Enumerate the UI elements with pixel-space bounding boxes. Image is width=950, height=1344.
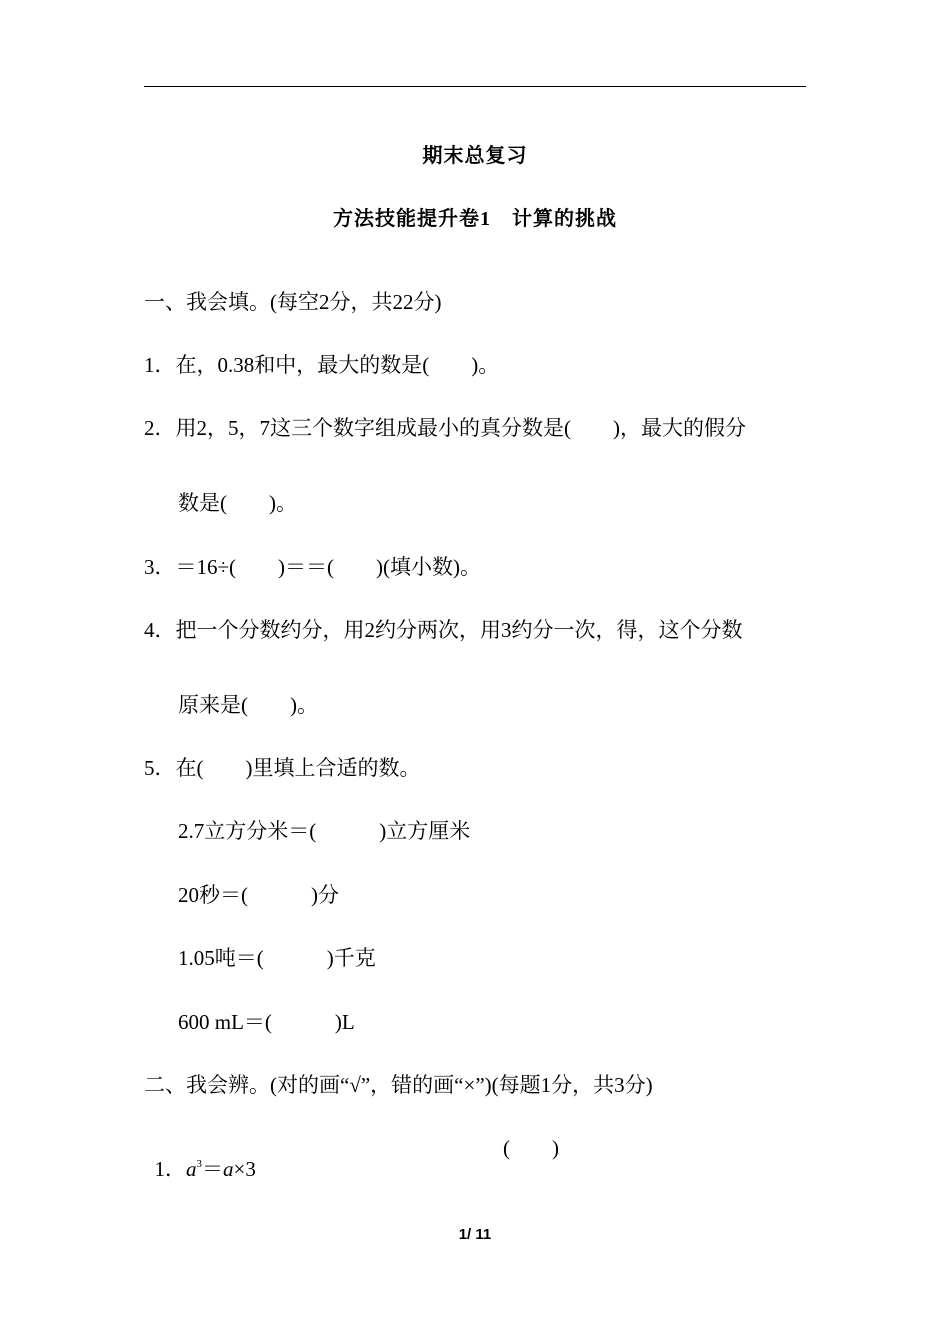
question-2-1-answer-blank: ( ) [503,1136,559,1160]
question-2-1-rest: ×3 [233,1157,256,1181]
exponent: 3 [196,1158,202,1170]
question-1-5-d: 600 mL＝( )L [178,1010,355,1034]
question-1-4-line2: 原来是( )。 [178,693,318,717]
question-2-1-number: 1． [154,1157,186,1181]
question-1-2-line2: 数是( )。 [178,491,297,515]
question-1-3: 3．＝16÷( )＝＝( )(填小数)。 [144,555,481,579]
question-1-5-a: 2.7立方分米＝( )立方厘米 [178,819,471,843]
section-2-heading: 二、我会辨。(对的画“√”，错的画“×”)(每题1分，共3分) [144,1073,653,1097]
section-1-heading: 一、我会填。(每空2分，共22分) [144,290,442,314]
equals-sign: ＝ [202,1157,223,1181]
page-number: 1/ 11 [458,1226,492,1243]
question-1-5-b: 20秒＝( )分 [178,883,339,907]
variable-a: a [186,1157,197,1181]
question-2-1 [144,1138,256,1180]
question-1-4-line1: 4．把一个分数约分，用2约分两次，用3约分一次，得，这个分数 [144,618,743,642]
question-1-1: 1．在，0.38和中，最大的数是( )。 [144,353,500,377]
variable-a-2: a [223,1157,234,1181]
question-1-5: 5．在( )里填上合适的数。 [144,756,421,780]
header-rule [144,86,806,87]
page-title: 期末总复习 [422,145,528,167]
question-1-5-c: 1.05吨＝( )千克 [178,946,376,970]
page-subtitle: 方法技能提升卷1 计算的挑战 [333,208,617,230]
question-1-2-line1: 2．用2，5，7这三个数字组成最小的真分数是( )，最大的假分 [144,416,746,440]
